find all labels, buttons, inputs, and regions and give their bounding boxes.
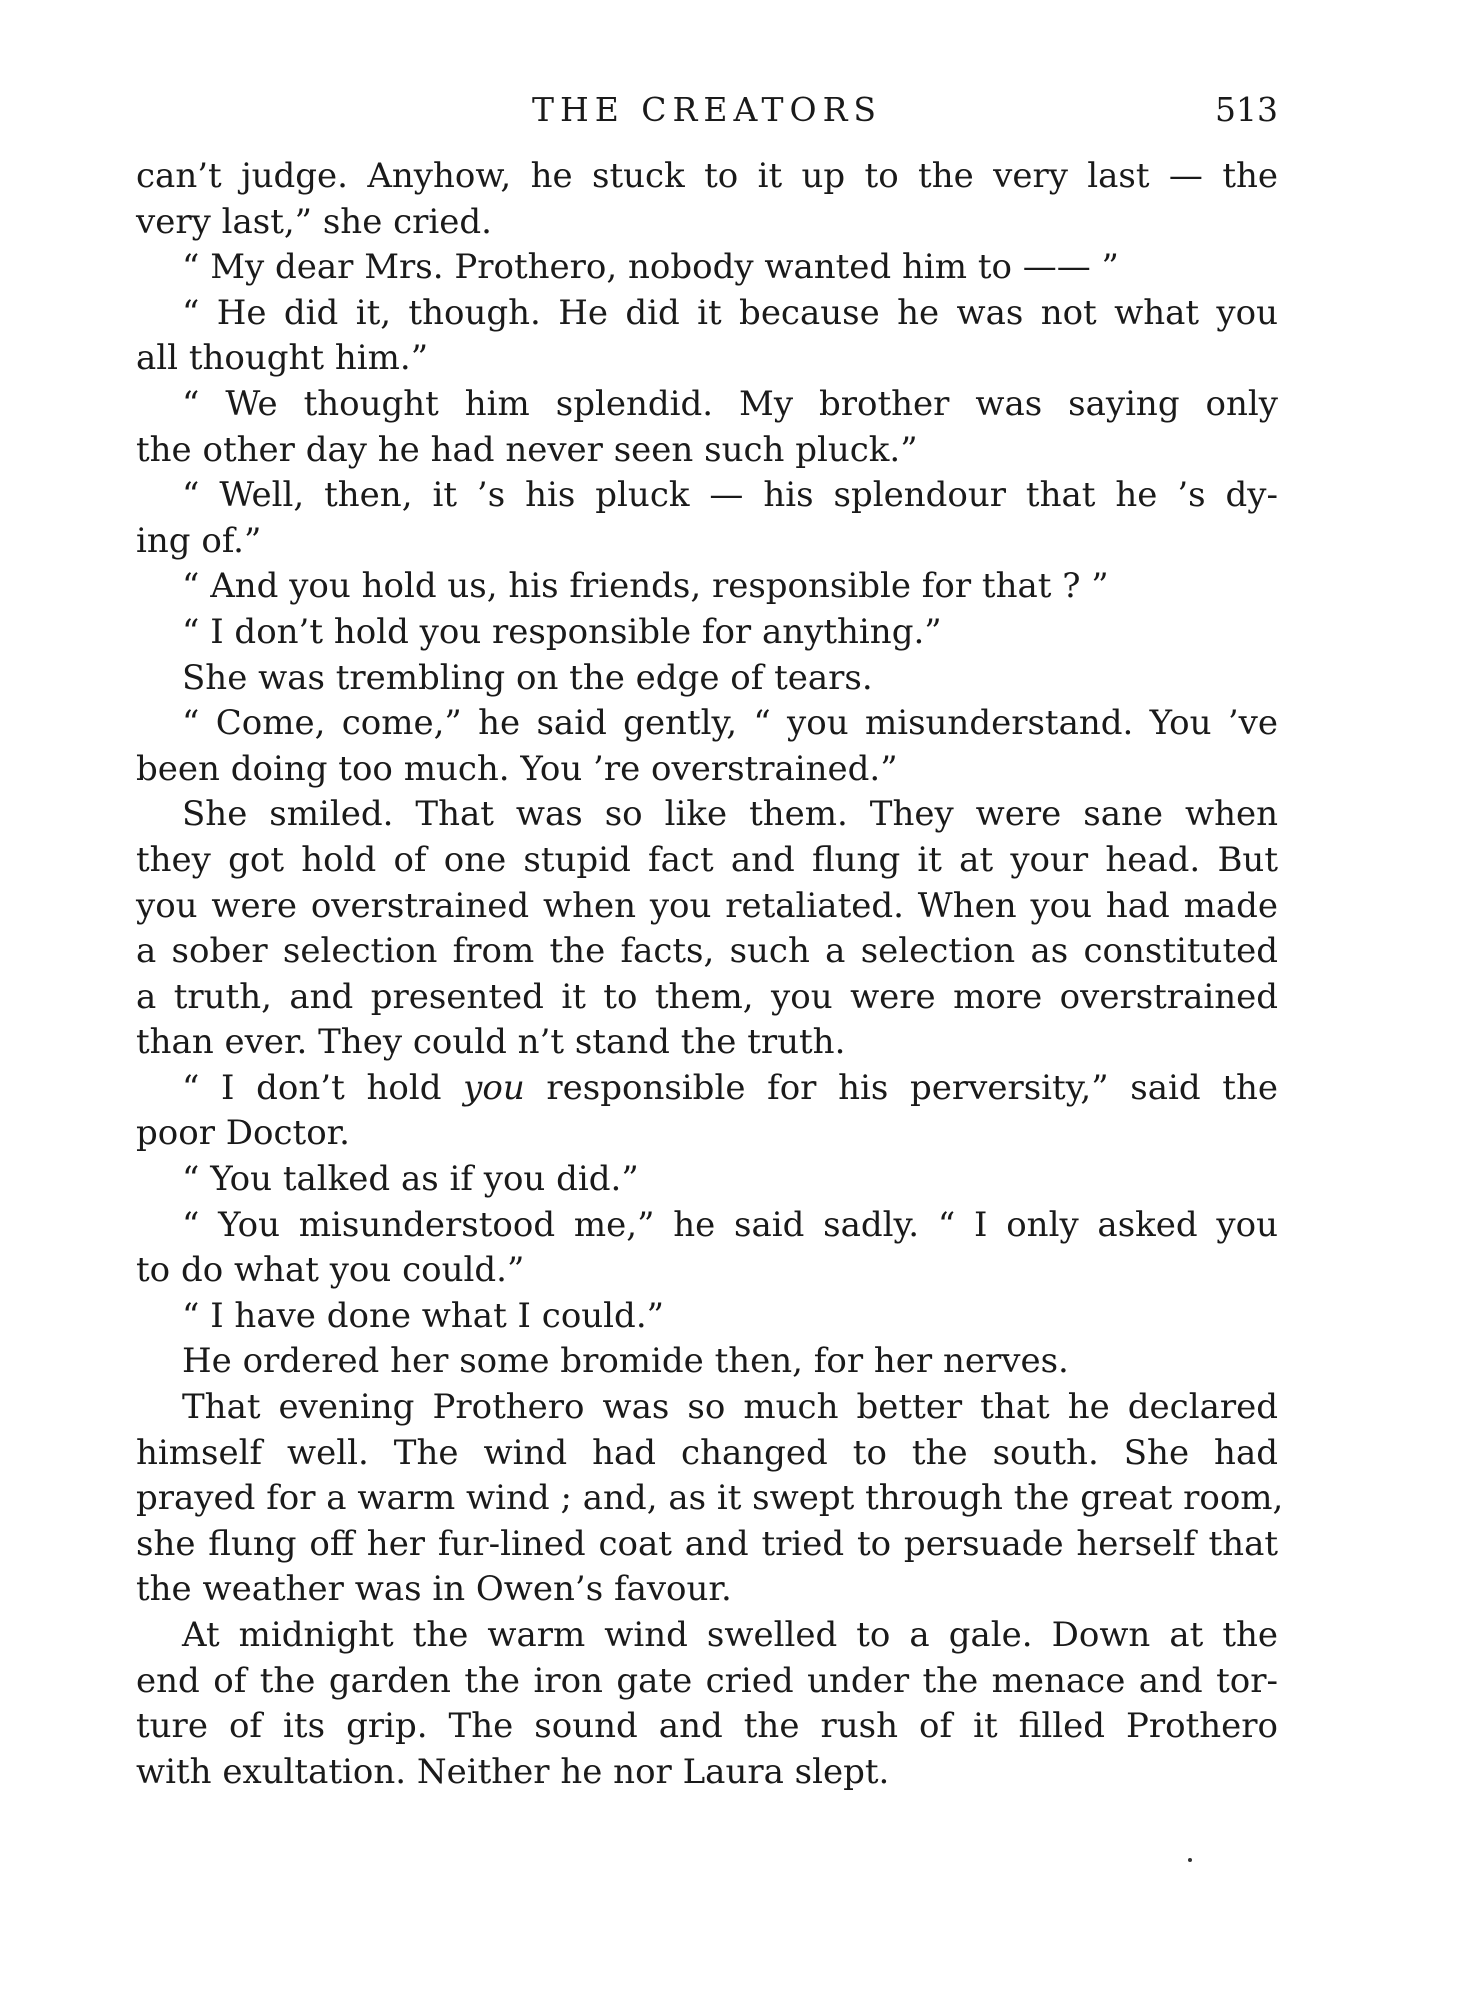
paragraph [136, 1203, 1278, 1294]
paragraph [136, 154, 1278, 245]
text-line: “ My dear Mrs. Prothero, nobody wanted him to —— ” [182, 247, 1119, 288]
text-line: she flung off her fur-lined coat and tried to persuade herself that [136, 1523, 1278, 1564]
page-number: 513 [1215, 90, 1278, 129]
paragraph [136, 473, 1278, 564]
text-line: can’t judge. Anyhow, he stuck to it up to the very last — the [136, 156, 1278, 196]
text-line: prayed for a warm wind ; and, as it swept through the great room, [136, 1478, 1284, 1519]
text-line: He ordered her some bromide then, for her nerves. [182, 1341, 1069, 1382]
running-title: THE CREATORS [531, 90, 883, 129]
text-line: She was trembling on the edge of tears. [182, 657, 873, 698]
text-line: “ Well, then, it ’s his pluck — his splendour that he ’s dy- [182, 475, 1278, 516]
paragraph [136, 792, 1278, 1066]
text-line: you were overstrained when you retaliated. When you had made [136, 885, 1278, 926]
text-line: “ And you hold us, his friends, responsible for that ? ” [182, 566, 1109, 607]
text-line: been doing too much. You ’re overstrained.” [136, 748, 898, 789]
text-line: poor Doctor. [136, 1113, 350, 1154]
paragraph [136, 1294, 1278, 1340]
paragraph [136, 1339, 1278, 1385]
print-speck [1188, 1858, 1192, 1862]
text-line: At midnight the warm wind swelled to a gale. Down at the [182, 1615, 1278, 1655]
paragraph [136, 291, 1278, 382]
text-line: the weather was in Owen’s favour. [136, 1569, 732, 1610]
paragraph [136, 1066, 1278, 1157]
page-header [136, 86, 1278, 140]
text-line: “ You misunderstood me,” he said sadly. “ I only asked you [182, 1204, 1278, 1245]
text-line: “ He did it, though. He did it because he was not what you [182, 292, 1278, 333]
paragraph [136, 382, 1278, 473]
text-line: ture of its grip. The sound and the rush of it filled Prothero [136, 1706, 1278, 1747]
paragraph [136, 564, 1278, 610]
paragraph [136, 656, 1278, 702]
paragraph [136, 1385, 1284, 1613]
text-line: “ I don’t hold you responsible for his perversity,” said the [182, 1067, 1278, 1108]
text-line: with exultation. Neither he nor Laura slept. [136, 1751, 890, 1792]
text-line: a sober selection from the facts, such a selection as constituted [136, 931, 1278, 972]
text-line: to do what you could.” [136, 1250, 525, 1291]
paragraph [136, 701, 1278, 792]
text-line: She smiled. That was so like them. They were sane when [182, 794, 1278, 835]
text-line: they got hold of one stupid fact and flung it at your head. But [136, 839, 1278, 880]
text-line: the other day he had never seen such pluck.” [136, 429, 918, 470]
text-line: very last,” she cried. [136, 201, 492, 242]
body-text [136, 154, 1284, 1795]
paragraph [136, 610, 1278, 656]
text-line: himself well. The wind had changed to the south. She had [136, 1432, 1278, 1473]
text-line: ing of.” [136, 520, 262, 561]
paragraph [136, 1613, 1278, 1795]
text-line: “ I have done what I could.” [182, 1295, 665, 1336]
text-line: a truth, and presented it to them, you were more overstrained [136, 976, 1278, 1017]
book-page [136, 86, 1284, 1795]
text-line: “ We thought him splendid. My brother was saying only [182, 383, 1278, 424]
text-line: than ever. They could n’t stand the truth. [136, 1022, 846, 1063]
paragraph [136, 1157, 1278, 1203]
text-line: “ You talked as if you did.” [182, 1159, 639, 1200]
text-line: That evening Prothero was so much better that he declared [182, 1387, 1278, 1428]
text-line: end of the garden the iron gate cried under the menace and tor- [136, 1660, 1278, 1701]
paragraph [136, 245, 1278, 291]
text-line: all thought him.” [136, 338, 429, 379]
text-line: “ I don’t hold you responsible for anything.” [182, 611, 942, 652]
text-line: “ Come, come,” he said gently, “ you misunderstand. You ’ve [182, 703, 1278, 744]
